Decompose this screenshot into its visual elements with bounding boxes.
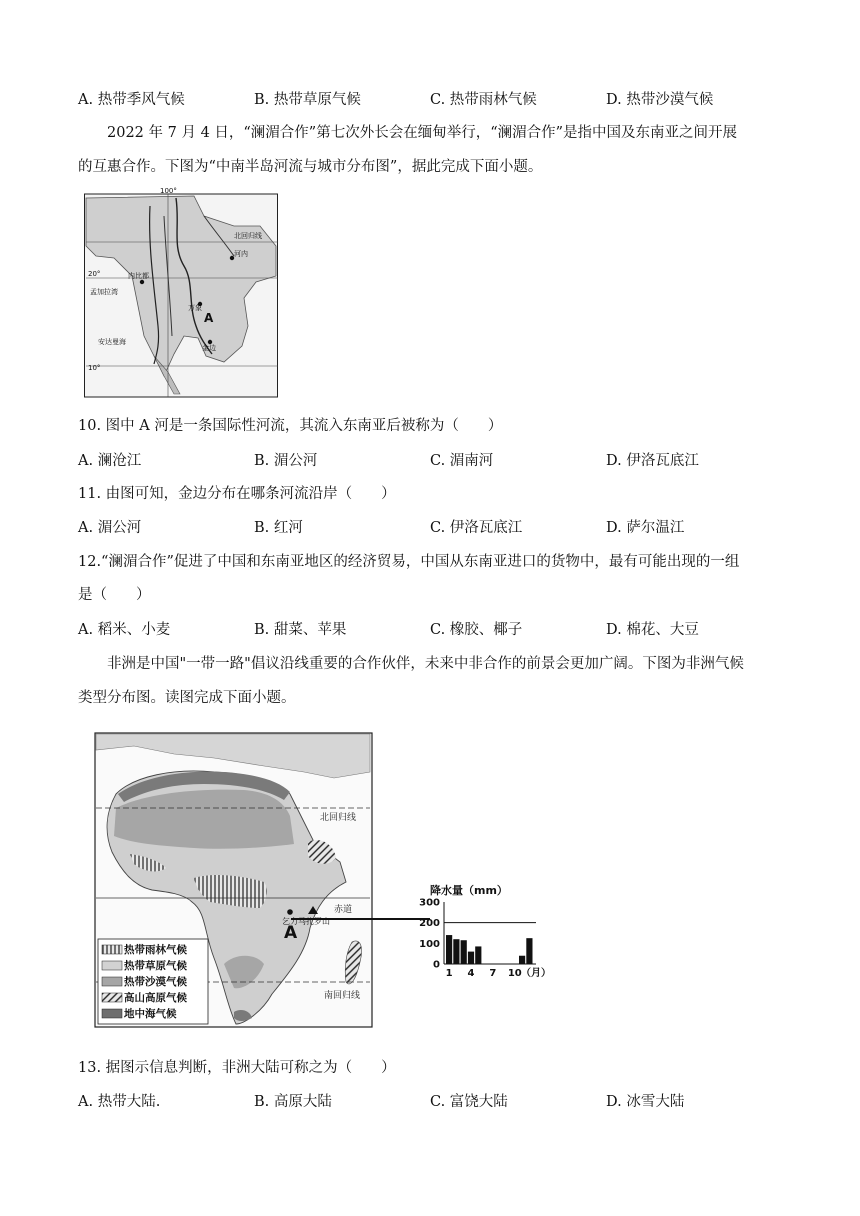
q9-option-c: C. 热带雨林气候: [430, 92, 537, 108]
legend-mediterranean: 地中海气候: [124, 1008, 177, 1020]
q10-option-b: B. 湄公河: [254, 453, 318, 469]
map2-point-a-label: A: [284, 923, 298, 943]
q11-stem: 11. 由图可知，金边分布在哪条河流沿岸（ ）: [78, 486, 396, 502]
q10-option-c: C. 湄南河: [430, 453, 494, 469]
map1-lon-label: 100°: [160, 187, 177, 195]
intro1-line2: 的互惠合作。下图为“中南半岛河流与城市分布图”，据此完成下面小题。: [78, 159, 543, 175]
map1-bay-of-bengal-label: 孟加拉湾: [90, 288, 118, 296]
intro1-line1: 2022 年 7 月 4 日，“澜湄合作”第七次外长会在缅甸举行，“澜湄合作”是指中国及东南亚之间开展: [107, 125, 738, 141]
q10-option-d: D. 伊洛瓦底江: [606, 453, 699, 469]
legend-savanna: 热带草原气候: [124, 960, 187, 972]
legend-desert: 热带沙漠气候: [124, 976, 187, 988]
map1-river-a-label: A: [204, 311, 214, 325]
africa-climate-map-figure: [94, 732, 556, 1030]
q12-stem-line2: 是（ ）: [78, 587, 151, 603]
indochina-river-city-map: [84, 186, 278, 398]
precipitation-chart: [419, 883, 551, 979]
map1-lat10-label: 10°: [88, 364, 101, 372]
chart-bar-month-2: [453, 939, 459, 964]
intro2-line2: 类型分布图。读图完成下面小题。: [78, 690, 296, 706]
map1-vientiane-label: 万象: [188, 304, 202, 312]
map2-mountain-label: 乞力马扎罗山: [282, 917, 330, 926]
map1-andaman-sea-label: 安达曼海: [98, 338, 126, 346]
q9-option-b: B. 热带草原气候: [254, 92, 361, 108]
map1-naypyidaw-label: 内比都: [128, 272, 149, 280]
q11-option-b: B. 红河: [254, 520, 303, 536]
chart-ytick-0: 0: [433, 959, 440, 971]
chart-xtick-4: 4: [467, 968, 475, 979]
chart-bar-month-4: [468, 952, 474, 964]
q12-option-c: C. 橡胶、椰子: [430, 622, 523, 638]
legend-rainforest: 热带雨林气候: [124, 944, 187, 956]
q11-option-d: D. 萨尔温江: [606, 520, 685, 536]
chart-bar-month-1: [446, 935, 452, 964]
map1-phnom-penh-label: 金边: [202, 344, 216, 352]
q13-stem: 13. 据图示信息判断，非洲大陆可称之为（ ）: [78, 1060, 396, 1076]
q12-stem-line1: 12.“澜湄合作”促进了中国和东南亚地区的经济贸易，中国从东南亚进口的货物中，最有可能出现的一组: [78, 554, 740, 570]
map2-tropic-n-label: 北回归线: [320, 813, 357, 823]
chart-ytick-200: 200: [419, 918, 440, 930]
q11-option-c: C. 伊洛瓦底江: [430, 520, 523, 536]
q12-option-d: D. 棉花、大豆: [606, 622, 699, 638]
q13-option-d: D. 冰雪大陆: [606, 1094, 685, 1110]
legend-highland: 高山高原气候: [124, 992, 187, 1004]
q13-option-c: C. 富饶大陆: [430, 1094, 508, 1110]
q13-option-b: B. 高原大陆: [254, 1094, 332, 1110]
chart-title: 降水量（mm）: [430, 884, 508, 897]
q9-option-d: D. 热带沙漠气候: [606, 92, 714, 108]
chart-ytick-100: 100: [419, 938, 440, 950]
chart-bar-month-12: [526, 938, 532, 964]
q9-option-a: A. 热带季风气候: [78, 92, 185, 108]
q10-option-a: A. 澜沧江: [78, 453, 142, 469]
chart-bar-month-3: [461, 940, 467, 964]
q10-stem: 10. 图中 A 河是一条国际性河流，其流入东南亚后被称为（ ）: [78, 418, 503, 434]
map2-equator-label: 赤道: [334, 905, 353, 915]
chart-xlabel: （月）: [521, 968, 551, 979]
map1-tropic-label: 北回归线: [234, 232, 262, 240]
q13-option-a: A. 热带大陆.: [78, 1094, 161, 1110]
map1-lat20-label: 20°: [88, 270, 101, 278]
map1-hanoi-label: 河内: [234, 250, 248, 258]
q11-option-a: A. 湄公河: [78, 520, 142, 536]
q12-option-a: A. 稻米、小麦: [78, 622, 171, 638]
intro2-line1: 非洲是中国"一带一路"倡议沿线重要的合作伙伴，未来中非合作的前景会更加广阔。下图为非洲气候: [107, 656, 744, 672]
chart-xtick-7: 7: [489, 968, 497, 979]
q12-option-b: B. 甜菜、苹果: [254, 622, 347, 638]
chart-xtick-10: 10: [507, 968, 522, 979]
chart-ytick-300: 300: [419, 897, 440, 909]
chart-bar-month-5: [475, 946, 481, 964]
chart-xtick-1: 1: [445, 968, 453, 979]
map2-tropic-s-label: 南回归线: [324, 991, 361, 1001]
chart-bar-month-11: [519, 956, 525, 964]
